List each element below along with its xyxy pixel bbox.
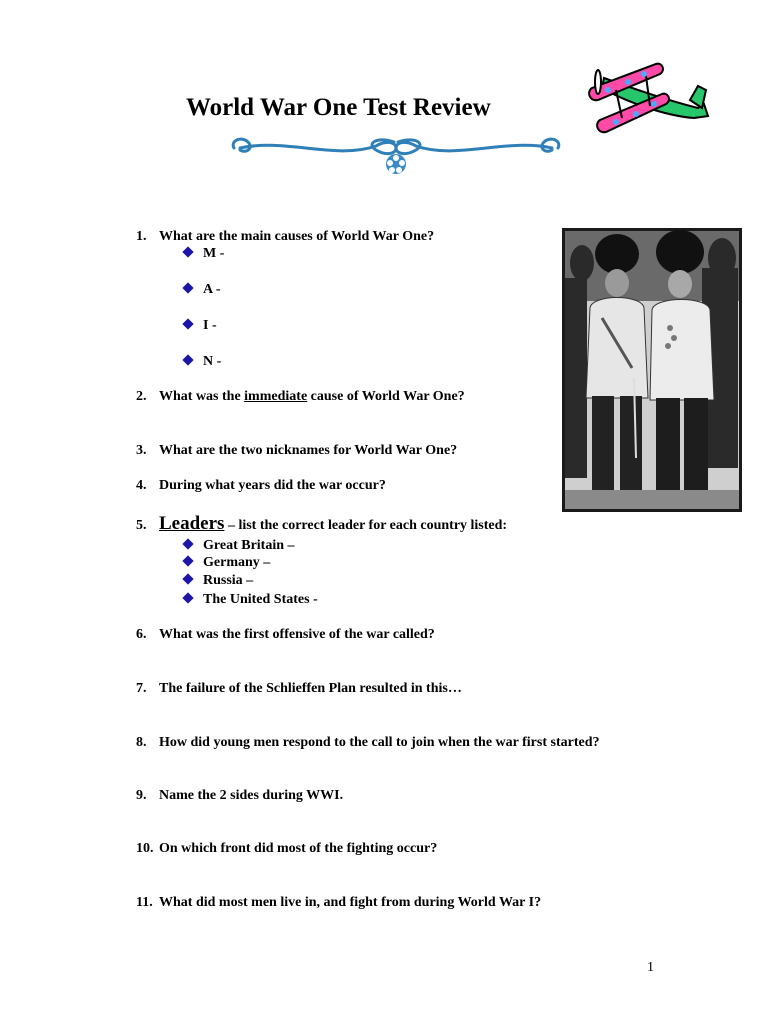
question-4: 4. During what years did the war occur?: [136, 478, 386, 493]
diamond-bullet-icon: [182, 573, 193, 584]
leaders-heading: Leaders: [159, 513, 225, 534]
diamond-bullet-icon: [182, 538, 193, 549]
leader-item-russia: Russia –: [182, 573, 253, 589]
cause-item-m: M -: [182, 246, 224, 262]
biplane-clipart: [586, 60, 710, 136]
question-9: 9. Name the 2 sides during WWI.: [136, 788, 344, 803]
question-6: 6. What was the first offensive of the war called?: [136, 627, 435, 642]
question-1: [136, 229, 434, 245]
diamond-bullet-icon: [182, 318, 193, 329]
cause-item-n: N -: [182, 354, 221, 370]
leader-item-united-states: The United States -: [182, 592, 318, 608]
diamond-bullet-icon: [182, 246, 193, 257]
diamond-bullet-icon: [182, 555, 193, 566]
cause-item-i: I -: [182, 318, 217, 334]
question-10: 10. On which front did most of the fighting occur?: [136, 841, 438, 856]
cause-item-a: A -: [182, 282, 221, 298]
question-text: What are the main causes of World War One?: [159, 229, 435, 244]
diamond-bullet-icon: [182, 354, 193, 365]
question-2: 2. What was the immediate cause of World War One?: [136, 389, 465, 404]
leader-item-germany: Germany –: [182, 555, 270, 571]
underlined-word: immediate: [244, 389, 308, 404]
page-number: 1: [647, 960, 654, 975]
page-title: World War One Test Review: [186, 94, 491, 121]
question-number: 1.: [136, 229, 147, 244]
question-7: 7. The failure of the Schlieffen Plan resulted in this…: [136, 681, 462, 696]
diamond-bullet-icon: [182, 282, 193, 293]
ornament-divider: [226, 132, 566, 178]
question-3: 3. What are the two nicknames for World War One?: [136, 443, 458, 458]
question-5: 5. Leaders – list the correct leader for each country listed:: [136, 513, 508, 534]
question-11: 11. What did most men live in, and fight from during World War I?: [136, 895, 542, 910]
diamond-bullet-icon: [182, 592, 193, 603]
question-8: 8. How did young men respond to the call to join when the war first started?: [136, 735, 600, 750]
leader-item-great-britain: Great Britain –: [182, 538, 295, 554]
historical-photo: [562, 228, 742, 512]
